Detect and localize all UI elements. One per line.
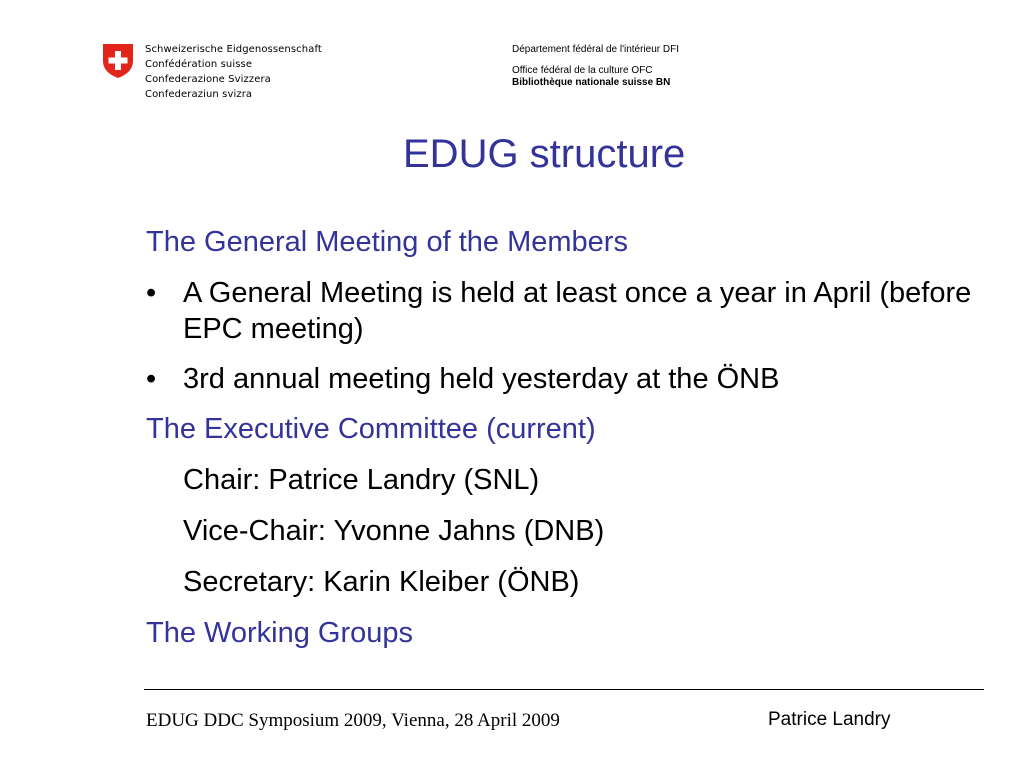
bullet-icon: • — [146, 277, 157, 309]
swiss-cross-shield-icon — [102, 43, 134, 79]
general-meeting-heading: The General Meeting of the Members — [146, 226, 628, 258]
federal-names — [145, 42, 322, 102]
federal-name-de: Schweizerische Eidgenossenschaft — [145, 44, 322, 55]
federal-name-rm: Confederaziun svizra — [145, 89, 253, 100]
slide-title: EDUG structure — [403, 132, 686, 176]
bullet-icon: • — [146, 363, 157, 395]
department-header — [512, 44, 679, 89]
library-line: Bibliothèque nationale suisse BN — [512, 77, 671, 88]
bullet-text: 3rd annual meeting held yesterday at the ÖNB — [183, 363, 780, 395]
office-line: Office fédéral de la culture OFC — [512, 65, 653, 76]
executive-committee-heading: The Executive Committee (current) — [146, 413, 596, 445]
federal-name-fr: Confédération suisse — [145, 59, 253, 70]
committee-member-chair: Chair: Patrice Landry (SNL) — [183, 464, 540, 496]
federal-name-it: Confederazione Svizzera — [145, 74, 271, 85]
footer-event: EDUG DDC Symposium 2009, Vienna, 28 April 2009 — [146, 710, 560, 731]
bullet-text: A General Meeting is held at least once a year in April (before EPC meeting) — [183, 277, 972, 345]
bullet-item — [146, 361, 976, 397]
footer-author: Patrice Landry — [768, 709, 891, 730]
committee-member-vice-chair: Vice-Chair: Yvonne Jahns (DNB) — [183, 515, 605, 547]
slide-body — [146, 224, 976, 651]
footer-divider — [144, 689, 984, 690]
department-line: Département fédéral de l'intérieur DFI — [512, 44, 679, 55]
committee-member-secretary: Secretary: Karin Kleiber (ÖNB) — [183, 566, 580, 598]
working-groups-heading: The Working Groups — [146, 617, 414, 649]
bullet-item — [146, 275, 976, 347]
